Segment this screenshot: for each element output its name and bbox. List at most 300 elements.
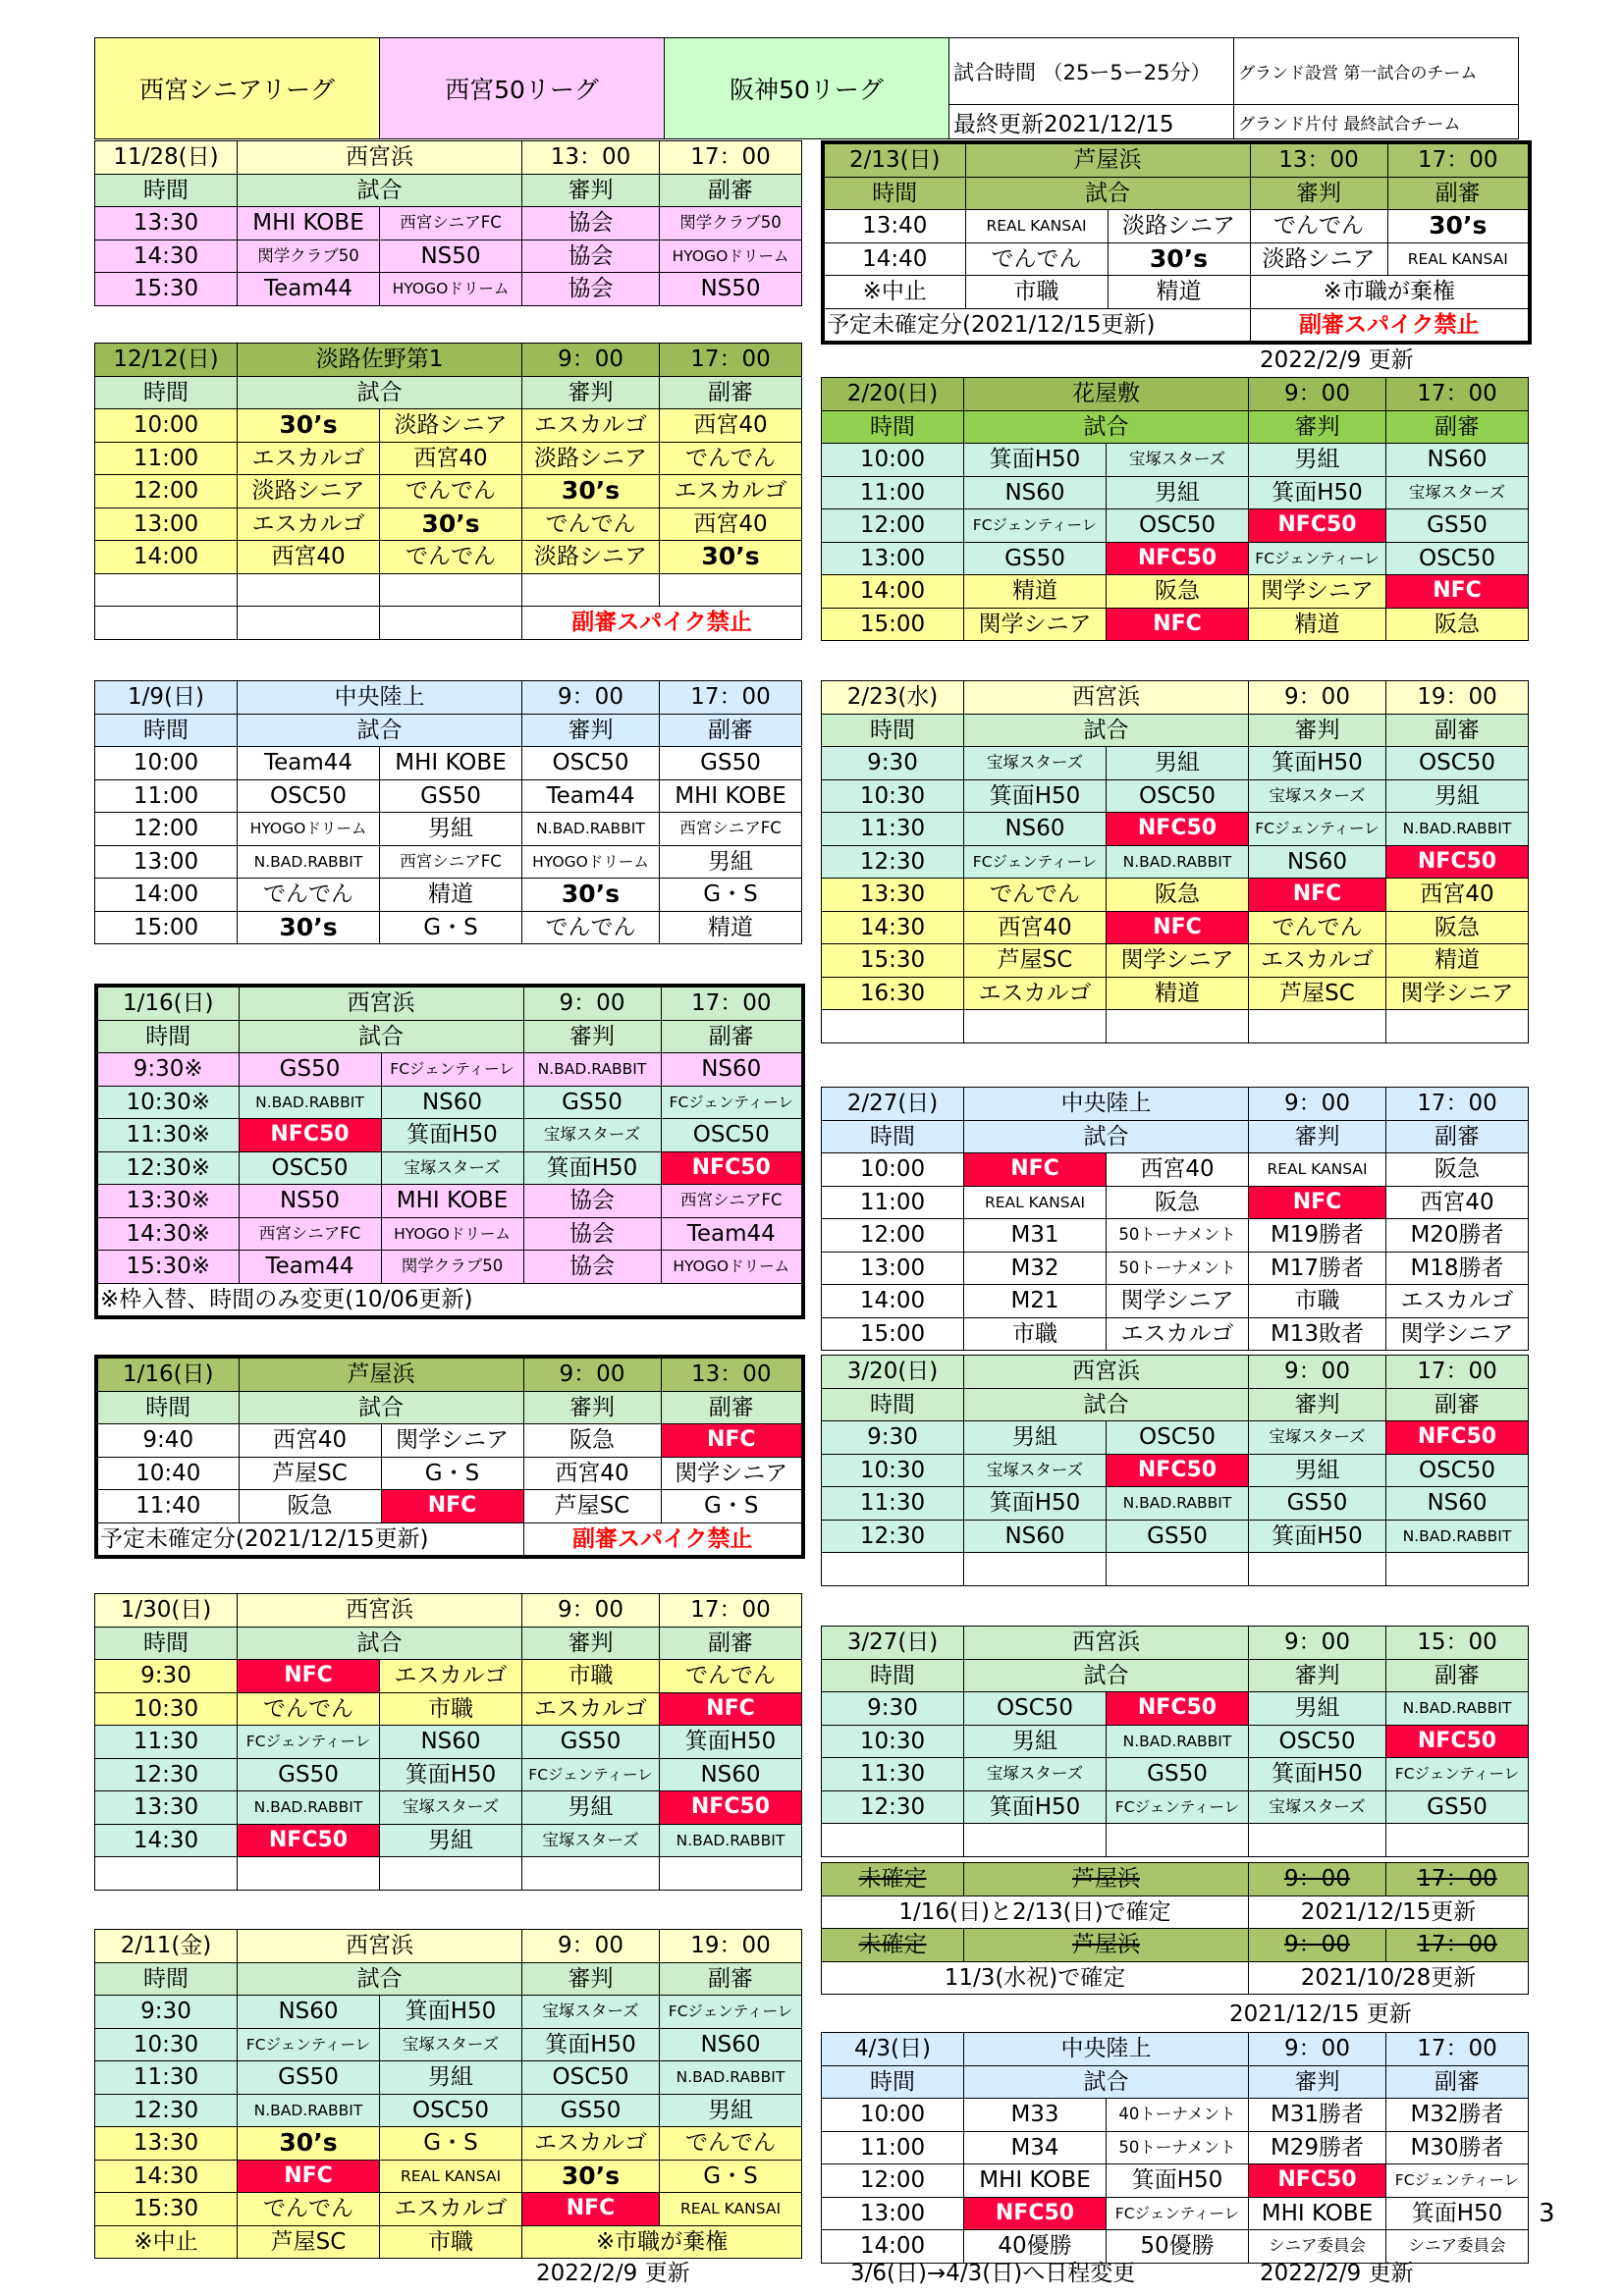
row-time: 14:30 xyxy=(822,911,964,944)
team: MHI KOBE xyxy=(238,207,380,240)
table-row xyxy=(95,1758,802,1791)
row-time: 10:00 xyxy=(95,409,238,443)
end-time: 17：00 xyxy=(1386,378,1529,411)
team: Team44 xyxy=(238,747,380,780)
column-labels xyxy=(96,1391,803,1424)
venue: 淡路佐野第1 xyxy=(238,344,522,377)
label-referee: 審判 xyxy=(1250,177,1387,210)
referee: 宝塚スターズ xyxy=(1249,1421,1386,1455)
table-row xyxy=(95,2028,802,2061)
table-row xyxy=(96,1185,803,1218)
label-time: 時間 xyxy=(822,1120,964,1153)
label-sub: 副審 xyxy=(1386,1659,1529,1692)
team: 西宮シニアFC xyxy=(239,1217,381,1251)
table-row xyxy=(95,507,802,541)
team: でんでん xyxy=(238,2193,380,2226)
table-row xyxy=(822,1758,1529,1791)
referee: 男組 xyxy=(1249,1454,1386,1487)
sub-referee: 阪急 xyxy=(1386,911,1529,944)
sub-referee: エスカルゴ xyxy=(1386,1285,1529,1318)
date: 2/20(日) xyxy=(822,378,964,411)
team: 精道 xyxy=(380,879,522,912)
team: OSC50 xyxy=(380,2094,522,2127)
sub-referee: REAL KANSAI xyxy=(1387,242,1530,276)
last-updated: 最終更新2021/12/15 xyxy=(949,105,1234,139)
table-row xyxy=(95,879,802,912)
row-time: 9:30※ xyxy=(96,1053,239,1087)
table-row xyxy=(822,1153,1529,1187)
label-match: 試合 xyxy=(238,714,522,747)
team: 箕面H50 xyxy=(964,779,1107,813)
table-row xyxy=(95,845,802,879)
referee: M17勝者 xyxy=(1249,1252,1386,1285)
empty-row xyxy=(822,1824,1529,1857)
table-row xyxy=(95,1824,802,1857)
sub-referee: N.BAD.RABBIT xyxy=(660,1824,802,1857)
sub-referee: でんでん xyxy=(660,1660,802,1693)
table-row xyxy=(822,1487,1529,1521)
schedule-unconfirmed: 未確定 芦屋浜 9：00 17：00 1/16(日)と2/13(日)で確定 2021/12/15更新 未確定 芦屋浜 9：00 17：00 11/3(水祝)で確定 2021/10/28更新 xyxy=(821,1862,1528,1995)
row-time: 10:30 xyxy=(822,1454,964,1487)
sub-referee: G・S xyxy=(661,1490,803,1523)
label-referee: 審判 xyxy=(522,1627,660,1660)
row-time: 12:00 xyxy=(822,2164,964,2198)
sub-referee: 西宮シニアFC xyxy=(660,813,802,846)
label-referee: 審判 xyxy=(1249,714,1386,747)
label-sub: 副審 xyxy=(1386,714,1529,747)
team: エスカルゴ xyxy=(238,507,380,541)
referee: N.BAD.RABBIT xyxy=(523,1053,661,1087)
sub-referee: 西宮40 xyxy=(1386,1186,1529,1219)
table-row xyxy=(822,509,1529,543)
unconfirmed-note: 予定未確定分(2021/12/15更新) xyxy=(96,1522,523,1557)
table-row xyxy=(95,273,802,306)
venue: 芦屋浜 xyxy=(964,1863,1249,1896)
table-row xyxy=(95,1791,802,1825)
team: でんでん xyxy=(380,541,522,574)
column-labels xyxy=(95,1962,802,1996)
sub-referee: FCジェンティーレ xyxy=(660,1996,802,2029)
schedule-0213 xyxy=(821,140,1528,345)
venue: 西宮浜 xyxy=(964,681,1249,715)
block-header xyxy=(822,378,1529,411)
row-time: 13:30※ xyxy=(96,1185,239,1218)
referee: Team44 xyxy=(522,779,660,813)
update-note: 2021/12/15更新 xyxy=(1249,1896,1529,1929)
row-time: 14:30 xyxy=(95,240,238,273)
referee: 箕面H50 xyxy=(1249,747,1386,780)
team: 芦屋SC xyxy=(964,944,1107,978)
sub-referee: GS50 xyxy=(1386,1790,1529,1824)
team: FCジェンティーレ xyxy=(1107,1790,1249,1824)
row-time: 13:00 xyxy=(822,1252,964,1285)
label-referee: 審判 xyxy=(1249,1120,1386,1153)
team: 50トーナメント xyxy=(1107,1252,1249,1285)
venue: 花屋敷 xyxy=(964,378,1249,411)
sub-referee: N.BAD.RABBIT xyxy=(660,2061,802,2095)
empty-row xyxy=(822,1010,1529,1043)
label-match: 試合 xyxy=(964,1388,1249,1421)
referee: 30’s xyxy=(522,2160,660,2193)
team: 箕面H50 xyxy=(1107,2164,1249,2198)
team: 男組 xyxy=(380,1824,522,1857)
label-time: 時間 xyxy=(95,714,238,747)
row-time: 11:00 xyxy=(822,476,964,509)
column-labels xyxy=(95,174,802,207)
update-note: 2021/10/28更新 xyxy=(1249,1961,1529,1995)
team: NS50 xyxy=(239,1185,381,1218)
row-time: 10:00 xyxy=(822,2099,964,2132)
sub-referee: M30勝者 xyxy=(1386,2131,1529,2164)
team: N.BAD.RABBIT xyxy=(238,1791,380,1825)
team: エスカルゴ xyxy=(380,2193,522,2226)
venue: 西宮浜 xyxy=(238,141,522,175)
empty-row xyxy=(95,573,802,607)
table-row xyxy=(95,1726,802,1759)
label-sub: 副審 xyxy=(1386,1388,1529,1421)
sub-referee: OSC50 xyxy=(1386,747,1529,780)
sub-referee: NS60 xyxy=(661,1053,803,1087)
referee: GS50 xyxy=(522,1726,660,1759)
sub-referee: NFC xyxy=(661,1424,803,1458)
team: 男組 xyxy=(964,1421,1107,1455)
referee: 宝塚スターズ xyxy=(522,1996,660,2029)
sub-referee: NFC50 xyxy=(661,1151,803,1185)
sub-referee: エスカルゴ xyxy=(660,475,802,508)
team: 阪急 xyxy=(239,1490,381,1523)
label-match: 試合 xyxy=(964,714,1249,747)
team: G・S xyxy=(380,2127,522,2161)
sub-referee: Team44 xyxy=(661,1217,803,1251)
label-match: 試合 xyxy=(964,410,1249,444)
table-row xyxy=(822,2099,1529,2132)
row-time: 14:00 xyxy=(95,879,238,912)
referee: 協会 xyxy=(523,1185,661,1218)
referee: 西宮40 xyxy=(523,1457,661,1490)
label-sub: 副審 xyxy=(661,1020,803,1053)
team: 西宮シニアFC xyxy=(380,207,522,240)
label-time: 時間 xyxy=(96,1020,239,1053)
date: 2/27(日) xyxy=(822,1088,964,1121)
label-referee: 審判 xyxy=(1249,1388,1386,1421)
team: N.BAD.RABBIT xyxy=(238,2094,380,2127)
sub-referee: 阪急 xyxy=(1386,608,1529,641)
venue: 芦屋浜 xyxy=(239,1357,523,1391)
team: GS50 xyxy=(380,779,522,813)
team: 阪急 xyxy=(1107,575,1249,609)
table-row xyxy=(822,1421,1529,1455)
venue: 中央陸上 xyxy=(238,681,522,715)
team: GS50 xyxy=(238,2061,380,2095)
unconfirmed-note: 予定未確定分(2021/12/15更新) xyxy=(823,308,1250,343)
table-row xyxy=(822,2164,1529,2198)
table-row xyxy=(822,1219,1529,1253)
referee: 宝塚スターズ xyxy=(522,1824,660,1857)
update-note: 2022/2/9 更新 xyxy=(1260,347,1414,373)
team: 西宮40 xyxy=(239,1424,381,1458)
column-labels xyxy=(823,177,1530,210)
team: でんでん xyxy=(238,1692,380,1726)
page-number: 3 xyxy=(1539,2199,1555,2228)
unconfirmed-label: 未確定 xyxy=(822,1863,964,1896)
team: でんでん xyxy=(964,879,1107,912)
row-time: 13:30 xyxy=(95,2127,238,2161)
referee: 男組 xyxy=(1249,1692,1386,1726)
sub-referee: 阪急 xyxy=(1386,1153,1529,1187)
team: 30’s xyxy=(1108,242,1250,276)
sub-referee: M18勝者 xyxy=(1386,1252,1529,1285)
row-time: 12:30 xyxy=(822,845,964,879)
table-row xyxy=(822,747,1529,780)
spike-note: 副審スパイク禁止 xyxy=(1250,308,1530,343)
row-time: 9:30 xyxy=(822,1421,964,1455)
end-time: 17：00 xyxy=(660,141,802,175)
team: NFC xyxy=(1107,608,1249,641)
referee: シニア委員会 xyxy=(1249,2230,1386,2264)
column-labels xyxy=(822,2065,1529,2099)
start-time: 13：00 xyxy=(522,141,660,175)
row-time: 15:30 xyxy=(95,273,238,306)
table-row xyxy=(95,409,802,443)
table-row xyxy=(96,1151,803,1185)
team: 西宮40 xyxy=(964,911,1107,944)
referee: M31勝者 xyxy=(1249,2099,1386,2132)
team: N.BAD.RABBIT xyxy=(1107,845,1249,879)
referee: NFC xyxy=(1249,879,1386,912)
row-time: 15:00 xyxy=(822,1317,964,1351)
end-time: 17：00 xyxy=(1386,1088,1529,1121)
label-match: 試合 xyxy=(964,2065,1249,2099)
schedule-1128 xyxy=(94,140,801,306)
row-time: 10:00 xyxy=(95,747,238,780)
team: エスカルゴ xyxy=(380,1660,522,1693)
referee: 市職 xyxy=(1249,1285,1386,1318)
end-time: 17：00 xyxy=(660,344,802,377)
team: 30’s xyxy=(238,2127,380,2161)
row-time: 9:30 xyxy=(822,1692,964,1726)
schedule-0211 xyxy=(94,1929,801,2259)
sub-referee: NS60 xyxy=(1386,1487,1529,1521)
label-sub: 副審 xyxy=(660,714,802,747)
sub-referee: シニア委員会 xyxy=(1386,2230,1529,2264)
table-row xyxy=(95,1692,802,1726)
end-time: 17：00 xyxy=(661,986,803,1020)
venue: 西宮浜 xyxy=(238,1930,522,1963)
team: 精道 xyxy=(1107,977,1249,1010)
end-time: 17：00 xyxy=(1387,142,1530,177)
sub-referee: REAL KANSAI xyxy=(660,2193,802,2226)
row-time: 10:00 xyxy=(822,444,964,477)
venue: 西宮浜 xyxy=(964,1356,1249,1389)
team: M21 xyxy=(964,1285,1107,1318)
referee: エスカルゴ xyxy=(1249,944,1386,978)
date: 11/28(日) xyxy=(95,141,238,175)
referee: 芦屋SC xyxy=(1249,977,1386,1010)
team: FCジェンティーレ xyxy=(238,1726,380,1759)
table-row xyxy=(822,575,1529,609)
referee: 箕面H50 xyxy=(523,1151,661,1185)
row-time: 15:00 xyxy=(822,608,964,641)
table-row: ※中止 芦屋SC 市職 ※市職が棄権 xyxy=(95,2225,802,2259)
venue: 西宮浜 xyxy=(239,986,523,1020)
label-sub: 副審 xyxy=(660,174,802,207)
end-time: 15：00 xyxy=(1386,1627,1529,1660)
schedule-0220 xyxy=(821,377,1528,641)
row-time: 12:00 xyxy=(95,813,238,846)
table-row xyxy=(822,879,1529,912)
sub-referee: 精道 xyxy=(660,911,802,944)
sub-referee: 西宮40 xyxy=(1386,879,1529,912)
table-row xyxy=(822,813,1529,846)
table-row xyxy=(822,2131,1529,2164)
row-time: 9:30 xyxy=(95,1660,238,1693)
sub-referee: NFC50 xyxy=(1386,845,1529,879)
row-time: 10:30※ xyxy=(96,1086,239,1119)
venue: 西宮浜 xyxy=(238,1594,522,1628)
block-header xyxy=(822,2033,1529,2066)
row-time: 12:30 xyxy=(95,1758,238,1791)
team: GS50 xyxy=(239,1053,381,1087)
team: 淡路シニア xyxy=(380,409,522,443)
team: 40トーナメント xyxy=(1107,2099,1249,2132)
block-header xyxy=(823,142,1530,177)
table-row xyxy=(95,207,802,240)
table-row xyxy=(96,1424,803,1458)
referee: 淡路シニア xyxy=(1250,242,1387,276)
label-time: 時間 xyxy=(95,376,238,409)
schedule-0109 xyxy=(94,680,801,944)
sub-referee: NS60 xyxy=(1386,444,1529,477)
team: 市職 xyxy=(964,1317,1107,1351)
team: 30’s xyxy=(238,409,380,443)
row-time: 15:30 xyxy=(95,2193,238,2226)
sub-referee: 男組 xyxy=(660,845,802,879)
start-time: 9：00 xyxy=(522,1930,660,1963)
row-time: 11:30 xyxy=(95,1726,238,1759)
label-time: 時間 xyxy=(822,1659,964,1692)
row-time: 9:30 xyxy=(95,1996,238,2029)
referee: OSC50 xyxy=(522,2061,660,2095)
team: 箕面H50 xyxy=(380,1758,522,1791)
row-time: 14:30※ xyxy=(96,1217,239,1251)
start-time: 9：00 xyxy=(1249,1627,1386,1660)
referee: でんでん xyxy=(522,507,660,541)
start-time: 9：00 xyxy=(1249,378,1386,411)
team: MHI KOBE xyxy=(380,747,522,780)
table-row xyxy=(822,444,1529,477)
team: OSC50 xyxy=(1107,1421,1249,1455)
label-time: 時間 xyxy=(822,1388,964,1421)
table-row xyxy=(95,911,802,944)
referee: M13敗者 xyxy=(1249,1317,1386,1351)
referee: エスカルゴ xyxy=(522,409,660,443)
block-header xyxy=(822,1356,1529,1389)
row-time: 11:30 xyxy=(822,1487,964,1521)
sub-referee: HYOGOドリーム xyxy=(661,1251,803,1284)
swap-note: ※枠入替、時間のみ変更(10/06更新) xyxy=(96,1283,803,1317)
team: N.BAD.RABBIT xyxy=(1107,1725,1249,1758)
block-header xyxy=(822,1088,1529,1121)
team: 宝塚スターズ xyxy=(964,1454,1107,1487)
team: NFC50 xyxy=(1107,1692,1249,1726)
referee: OSC50 xyxy=(522,747,660,780)
team: 50優勝 xyxy=(1107,2230,1249,2264)
table-row xyxy=(96,1251,803,1284)
referee: FCジェンティーレ xyxy=(1249,542,1386,575)
start-time: 9：00 xyxy=(522,681,660,715)
block-header xyxy=(822,681,1529,715)
table-row xyxy=(822,779,1529,813)
start-time: 9：00 xyxy=(523,1357,661,1391)
team: 宝塚スターズ xyxy=(380,1791,522,1825)
label-sub: 副審 xyxy=(1387,177,1530,210)
label-referee: 審判 xyxy=(522,376,660,409)
referee: 協会 xyxy=(522,240,660,273)
start-time: 9：00 xyxy=(1249,1356,1386,1389)
referee: FCジェンティーレ xyxy=(522,1758,660,1791)
row-time: 15:30 xyxy=(822,944,964,978)
sub-referee: 男組 xyxy=(660,2094,802,2127)
table-row xyxy=(95,779,802,813)
team: NS60 xyxy=(964,813,1107,846)
row-time: 12:00 xyxy=(822,509,964,543)
table-row xyxy=(95,2061,802,2095)
referee: 協会 xyxy=(523,1251,661,1284)
row-time: 11:00 xyxy=(95,779,238,813)
sub-referee: でんでん xyxy=(660,2127,802,2161)
row-time: 13:30 xyxy=(822,879,964,912)
row-time: 11:30※ xyxy=(96,1119,239,1152)
table-row xyxy=(95,475,802,508)
team: 箕面H50 xyxy=(964,444,1107,477)
empty-row xyxy=(822,1553,1529,1586)
row-time: 9:40 xyxy=(96,1424,239,1458)
referee: 箕面H50 xyxy=(1249,1758,1386,1791)
label-match: 試合 xyxy=(238,174,522,207)
league-senior: 西宮シニアリーグ xyxy=(95,38,380,139)
block-header xyxy=(95,141,802,175)
empty-row xyxy=(95,1857,802,1891)
team: 阪急 xyxy=(1107,1186,1249,1219)
referee: エスカルゴ xyxy=(522,2127,660,2161)
referee: 男組 xyxy=(1249,444,1386,477)
team: 箕面H50 xyxy=(381,1119,523,1152)
row-time: 13:00 xyxy=(95,845,238,879)
block-header xyxy=(822,1627,1529,1660)
referee: 30’s xyxy=(522,879,660,912)
date: 12/12(日) xyxy=(95,344,238,377)
label-match: 試合 xyxy=(238,1962,522,1996)
table-row: ※中止 市職 精道 ※市職が棄権 xyxy=(823,276,1530,309)
referee: 箕面H50 xyxy=(1249,1520,1386,1553)
table-row xyxy=(95,1660,802,1693)
team: REAL KANSAI xyxy=(380,2160,522,2193)
referee: HYOGOドリーム xyxy=(522,845,660,879)
table-row xyxy=(822,944,1529,978)
referee: 市職 xyxy=(522,1660,660,1693)
team: 淡路シニア xyxy=(238,475,380,508)
sub-referee: G・S xyxy=(660,2160,802,2193)
referee: GS50 xyxy=(1249,1487,1386,1521)
label-sub: 副審 xyxy=(1386,1120,1529,1153)
table-row xyxy=(822,1317,1529,1351)
team: NFC50 xyxy=(238,1824,380,1857)
date: 1/9(日) xyxy=(95,681,238,715)
sub-referee: FCジェンティーレ xyxy=(1386,1758,1529,1791)
team: NFC50 xyxy=(1107,1454,1249,1487)
end-time: 19：00 xyxy=(1386,681,1529,715)
column-labels xyxy=(822,1120,1529,1153)
